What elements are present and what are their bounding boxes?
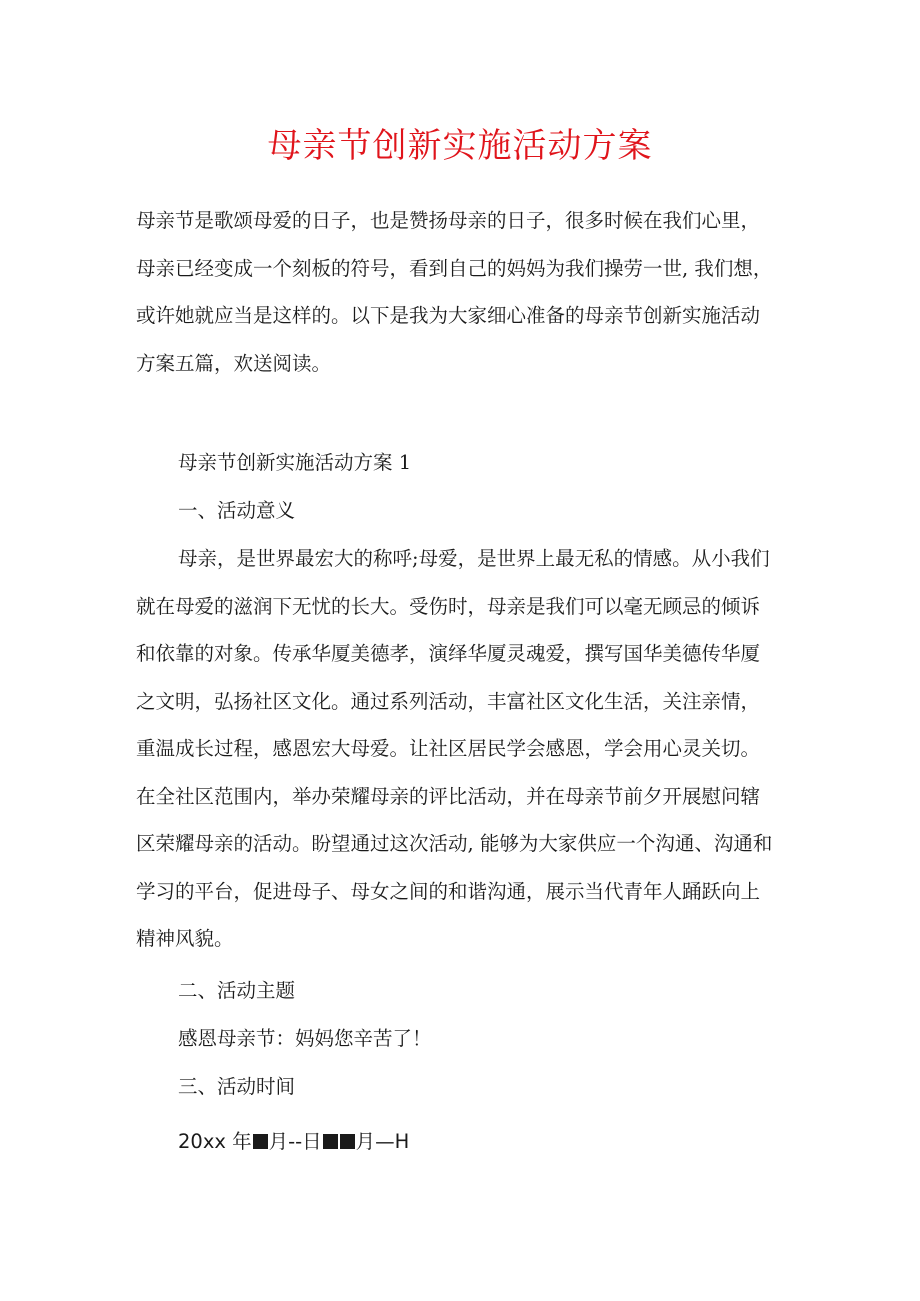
intro-line: 或许她就应当是这样的。以下是我为大家细心准备的母亲节创新实施活动 [136, 304, 761, 327]
activity-date [178, 1126, 409, 1154]
heading-activity-time: 三、活动时间 [178, 1075, 296, 1098]
intro-paragraph [136, 197, 796, 387]
body-line: 精神风貌。 [136, 927, 234, 950]
date-part: 月—H [355, 1130, 410, 1153]
significance-paragraph [136, 535, 796, 963]
body-line: 学习的平台，促进母子、母女之间的和谐沟通，展示当代青年人踊跃向上 [136, 879, 761, 903]
heading-activity-significance: 一、活动意义 [178, 499, 296, 522]
redaction-block [323, 1134, 338, 1149]
intro-line: 母亲已经变成一个刻板的符号，看到自己的妈妈为我们操劳一世, 我们想， [136, 256, 773, 280]
section-title: 母亲节创新实施活动方案 1 [178, 451, 412, 474]
redaction-block [340, 1134, 355, 1149]
theme-text: 感恩母亲节：妈妈您辛苦了！ [178, 1027, 432, 1050]
body-line: 和依靠的对象。传承华厦美德孝，演绎华厦灵魂爱，撰写国华美德传华厦 [136, 642, 761, 665]
body-line: 母亲，是世界最宏大的称呼;母爱，是世界上最无私的情感。从小我们 [178, 547, 770, 570]
date-part: 月--日 [268, 1130, 322, 1153]
body-line: 区荣耀母亲的活动。盼望通过这次活动, 能够为大家供应一个沟通、沟通和 [136, 832, 773, 855]
heading-activity-theme: 二、活动主题 [178, 979, 296, 1002]
body-line: 就在母爱的滋润下无忧的长大。受伤时，母亲是我们可以毫无顾忌的倾诉 [136, 594, 761, 618]
body-line: 在全社区范围内，举办荣耀母亲的评比活动，并在母亲节前夕开展慰问辖 [136, 784, 761, 808]
document-title: 母亲节创新实施活动方案 [267, 126, 653, 166]
redaction-block [253, 1134, 268, 1149]
intro-line: 母亲节是歌颂母爱的日子，也是赞扬母亲的日子，很多时候在我们心里， [136, 209, 761, 232]
body-line: 之文明，弘扬社区文化。通过系列活动，丰富社区文化生活，关注亲情， [136, 689, 761, 713]
body-line: 重温成长过程，感恩宏大母爱。让社区居民学会感恩，学会用心灵关切。 [136, 737, 761, 760]
date-year: 20xx 年 [178, 1130, 252, 1153]
intro-line: 方案五篇，欢送阅读。 [136, 351, 332, 375]
